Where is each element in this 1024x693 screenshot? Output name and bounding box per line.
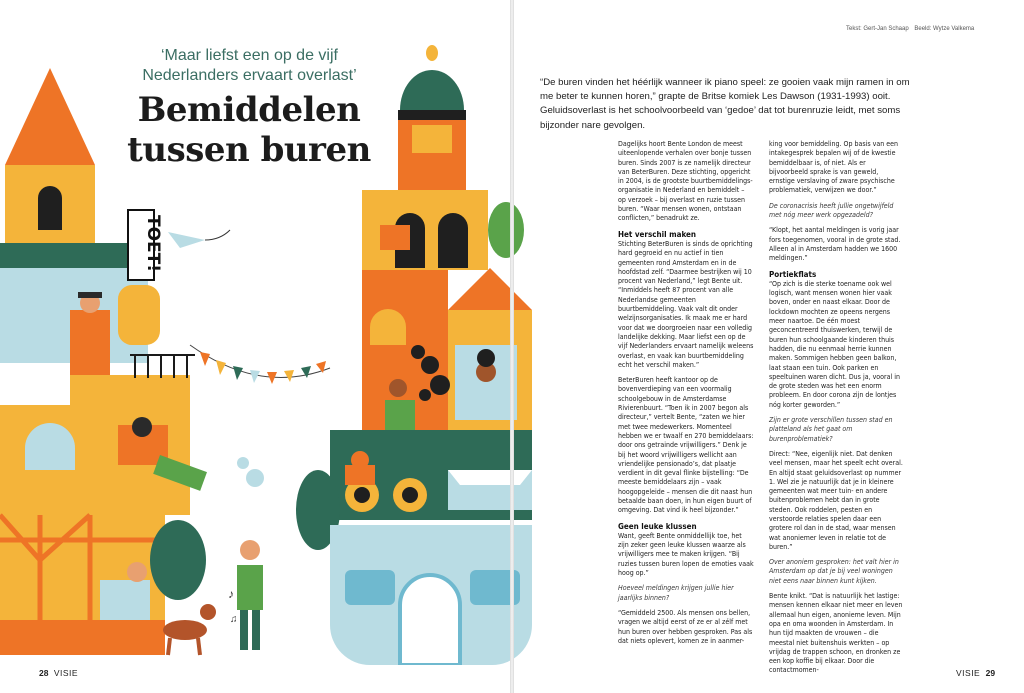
text-credit: Tekst: Gert-Jan Schaap [846,26,909,32]
dog [163,620,207,640]
paragraph: Direct: “Nee, eigenlijk niet. Dat denken veel mensen, maar het speelt echt overal. En altijd staat geluidsoverlast op nummer 1. Wel zie je natuurlijk dat je in kleinere gemeenten wat meer tuin- en andere buitenproblemen hebt dan in grote steden. Ook roddelen, pesten en verstoorde relaties spelen daar een grotere rol dan in de stad, waar mensen wat anoniemer leven in relatie tot de buren.” [769,449,903,551]
paragraph: Bente knikt. “Dat is natuurlijk het lastige: mensen kennen elkaar niet meer en leven allemaal hun eigen, anonieme leven. Mijn opa en oma woonden in Amsterdam. In hun tijd maakten de vrouwen – die meestal niet buitenshuis werkten – op vrijdag de trappen schoon, en dronken ze een kop koffie bij elkaar. Door die contactmomen- [769,592,903,675]
left-tower-window [38,186,62,230]
paragraph: Dagelijks hoort Bente London de meest uiteenlopende verhalen over bonje tussen buren. Sinds 2007 is ze namelijk directeur van BeterBuren. Deze stichting, opgericht in 2004, is de grootste buurtbemiddelings-organisatie in Nederland en bemiddelt – op verzoek – bij overlast en ruzie tussen buren. “Waar mensen wonen, ontstaan conflicten,” benadrukt ze. [618,140,753,223]
footer-right [956,668,998,678]
page-gutter [510,0,514,693]
toet-sign [128,210,163,280]
article-title [104,90,394,170]
tower-dome [400,70,464,110]
footer-left [36,668,78,678]
intro-paragraph: “De buren vinden het héérlijk wanneer ik piano speel: ze gooien vaak mijn ramen in om me beter te kunnen horen,” grapte de Britse komiek Les Dawson (1931-1993) ooit. Geluidsoverlast is het schoolvoorbeeld van ‘gedoe’ dat tot burenruzie leidt, met soms bijzonder nare gevolgen. [540,77,910,131]
title-line-1: Bemiddelen [137,90,361,130]
paper-plane [168,232,205,248]
page-number-right: 29 [985,668,996,678]
magazine-name-right: VISIE [956,668,981,678]
page-number-left: 28 [39,668,49,678]
image-credit: Beeld: Wytze Valkema [914,26,975,32]
paragraph: “Gemiddeld 2500. Als mensen ons bellen, vragen we altijd eerst of ze er al zélf met hun buren over hebben gesproken. Pas als dat niets oplevert, komen ze in aanmer- [618,608,753,645]
paragraph: Stichting BeterBuren is sinds de oprichting hard gegroeid en nu actief in tien gemeenten rond Amsterdam en in de hoofdstad zelf. “Daarmee bestrijken wij 10 procent van Nederland,” legt Bente uit. “Inmiddels heeft 87 procent van alle Nederlandse gemeenten buurtbemiddeling. Vaak valt dit onder welzijnsorganisaties. Ik maak me er hard voor dat we doorgroeien naar een volledig landelijke dekking. Maar liefst een op de vijf Nederlanders ervaart namelijk weleens overlast, en vaak kan buurtbemiddeling echt het verschil maken.” [618,239,754,369]
paragraph: BeterBuren heeft kantoor op de bovenverdieping van een voormalig schoolgebouw in de Amsterdamse Rivierenbuurt. “Toen ik in 2007 begon als directeur,” vertelt Bente, “zaten we hier met twee medewerkers. Momenteel hebben we er twaalf en 270 bemiddelaars: door ons getrainde vrijwilligers.” Denk je bij het woord vrijwilligers wellicht aan vriendelijke pensionado’s, dat plaatje verdient in dit geval flinke bijstelling: “De meeste bemiddelaars zijn – vaak hoogopgeleide – mensen die dit naast hun betaalde baan doen, in hun eigen buurt of omgeving. Dat vind ik heel bijzonder.” [618,376,754,515]
tuba [118,285,160,345]
tower-flame [426,45,438,61]
credits [846,26,978,32]
paragraph: Want, geeft Bente onmiddellijk toe, het zijn zeker geen leuke klussen waarze als vrijwilligers mee te maken krijgen. “Bij ruzies tussen buren lopen de emoties vaak hoog op.” [618,531,754,578]
svg-text:♫: ♫ [230,614,238,625]
column-1 [618,140,754,652]
front-door [400,575,460,665]
bunting [200,352,326,384]
section-heading: Portiekflats [769,269,817,279]
walking-man [237,565,263,610]
paragraph: “Op zich is die sterke toename ook wel logisch, want mensen wonen hier vaak boven, onder en naast elkaar. Door de lockdown mochten ze opeens nergens meer naartoe. De één moest geconcentreerd thuiswerken, terwijl de buren hun schoolgaande kinderen thuis hadden, die nu eenmaal herrie kunnen maken. Sommigen hebben geen balkon, laat staan een tuin. Ook parken en speeltuinen waren dicht. Dus ja, vooral in de grote steden was het een enorm probleem. En door corona zijn de lontjes nóg korter geworden.” [769,279,900,409]
magazine-name-left: VISIE [53,668,79,678]
interview-question: Zijn er grote verschillen tussen stad en platteland als het gaat om burenproblematiek? [769,416,893,443]
title-line-2: tussen buren [127,130,371,170]
tree [150,520,206,600]
paragraph: king voor bemiddeling. Op basis van een intakegesprek bepalen wij of de kwestie bemiddelbaar is, of niet. Als er bijvoorbeeld sprake is van geweld, ernstige verslaving of zware psychische problematiek, verwijzen we door.” [769,140,898,195]
column-2 [769,140,905,682]
subtitle-quote: ‘Maar liefst een op de vijf Nederlanders ervaart overlast’ [142,47,357,84]
toet-sign-text: TOET! [143,215,163,273]
interview-question: Over anoniem gesproken: het valt hier in Amsterdam op dat je bij veel woningen niet eens naar binnen kunt kijken. [769,558,899,585]
interview-question: Hoeveel meldingen krijgen jullie hier jaarlijks binnen? [618,584,734,602]
section-heading: Het verschil maken [618,229,697,239]
interview-question: De coronacrisis heeft jullie ongetwijfeld met nóg meer werk opgezadeld? [769,201,894,220]
left-tower-roof [5,68,95,165]
paragraph: “Klopt, het aantal meldingen is vorig jaar fors toegenomen, vooral in de grote stad. Alleen al in Amsterdam hadden we 1600 meldingen.” [769,226,901,263]
section-heading: Geen leuke klussen [618,521,697,531]
svg-text:♪: ♪ [228,587,234,601]
man-with-tuba [70,310,110,375]
